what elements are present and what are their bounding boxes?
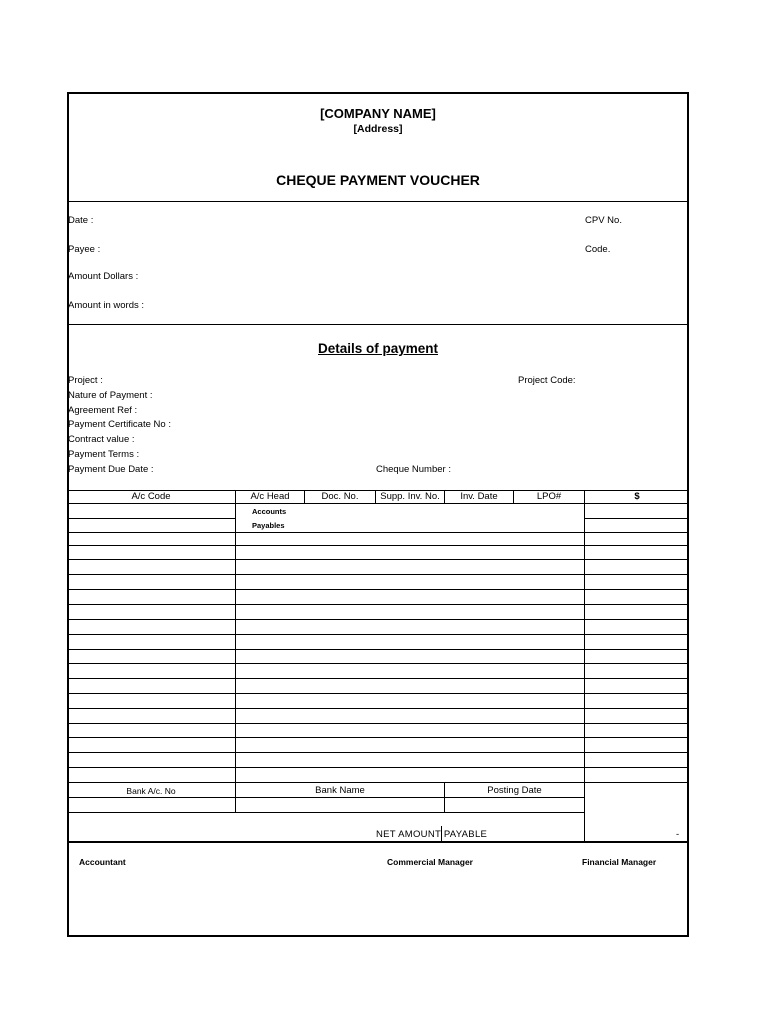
- posting-date-label: Posting Date: [487, 785, 542, 796]
- table-row-line: [67, 708, 689, 709]
- date-label: Date :: [68, 215, 94, 226]
- col-doc-no: Doc. No.: [321, 491, 359, 502]
- col-ac-head: A/c Head: [250, 491, 290, 502]
- cell-border: [444, 782, 445, 812]
- table-row-line: [67, 559, 689, 560]
- cell-border: [235, 503, 236, 782]
- due-date-label: Payment Due Date :: [68, 464, 154, 475]
- cpv-label: CPV No.: [585, 215, 622, 226]
- net-amount-value: -: [676, 829, 680, 840]
- table-row-line: [67, 619, 689, 620]
- certificate-label: Payment Certificate No :: [68, 419, 171, 430]
- code-label: Code.: [585, 244, 611, 255]
- amount-words-label: Amount in words :: [68, 300, 145, 311]
- cell-border: [444, 490, 445, 503]
- table-row-line: [584, 518, 689, 519]
- nature-label: Nature of Payment :: [68, 390, 153, 401]
- divider: [67, 841, 689, 843]
- divider: [67, 201, 689, 202]
- company-name: [COMPANY NAME]: [320, 106, 436, 121]
- bank-name-label: Bank Name: [315, 785, 365, 796]
- ac-head-payables: Payables: [252, 521, 285, 530]
- cell-border: [584, 490, 585, 503]
- table-row-line: [67, 693, 689, 694]
- table-row-line: [67, 634, 689, 635]
- bank-row-line: [67, 797, 585, 798]
- table-row-line: [67, 589, 689, 590]
- table-row-line: [67, 723, 689, 724]
- cell-border: [513, 490, 514, 503]
- col-inv-date: Inv. Date: [460, 491, 498, 502]
- net-amount-label: NET AMOUNT PAYABLE: [376, 829, 488, 840]
- table-row-line: [67, 574, 689, 575]
- project-label: Project :: [68, 375, 103, 386]
- payee-label: Payee :: [68, 244, 101, 255]
- terms-label: Payment Terms :: [68, 449, 140, 460]
- table-row-line: [67, 532, 689, 533]
- cell-border: [584, 503, 585, 782]
- project-code-label: Project Code:: [518, 375, 576, 386]
- table-row-line: [67, 663, 689, 664]
- table-row-line: [67, 752, 689, 753]
- text-cursor: [441, 826, 442, 842]
- voucher-title: CHEQUE PAYMENT VOUCHER: [276, 172, 480, 188]
- col-amount: $: [634, 491, 640, 502]
- accountant-signature: Accountant: [79, 857, 126, 867]
- table-row-line: [67, 545, 689, 546]
- agreement-label: Agreement Ref :: [68, 405, 138, 416]
- cell-border: [235, 782, 236, 812]
- table-row-line: [67, 649, 689, 650]
- col-ac-code: A/c Code: [131, 491, 171, 502]
- table-row-line: [67, 518, 236, 519]
- financial-manager-signature: Financial Manager: [582, 857, 657, 867]
- details-heading: Details of payment: [317, 341, 439, 356]
- divider: [67, 324, 689, 325]
- table-row-line: [67, 782, 689, 783]
- contract-label: Contract value :: [68, 434, 135, 445]
- ac-head-accounts: Accounts: [252, 507, 287, 516]
- cell-border: [304, 490, 305, 503]
- col-lpo: LPO#: [536, 491, 562, 502]
- col-supp-inv-no: Supp. Inv. No.: [380, 491, 440, 502]
- cell-border: [235, 490, 236, 503]
- cell-border: [584, 782, 585, 842]
- bank-ac-no-label: Bank A/c. No: [126, 786, 176, 796]
- table-row-line: [67, 737, 689, 738]
- table-row-line: [67, 604, 689, 605]
- cell-border: [375, 490, 376, 503]
- company-address: [Address]: [353, 123, 403, 135]
- table-row-line: [67, 767, 689, 768]
- amount-dollars-label: Amount Dollars :: [68, 271, 139, 282]
- cheque-number-label: Cheque Number :: [376, 464, 451, 475]
- table-row-line: [67, 503, 689, 504]
- table-row-line: [67, 678, 689, 679]
- bank-row-line: [67, 812, 585, 813]
- commercial-manager-signature: Commercial Manager: [387, 857, 473, 867]
